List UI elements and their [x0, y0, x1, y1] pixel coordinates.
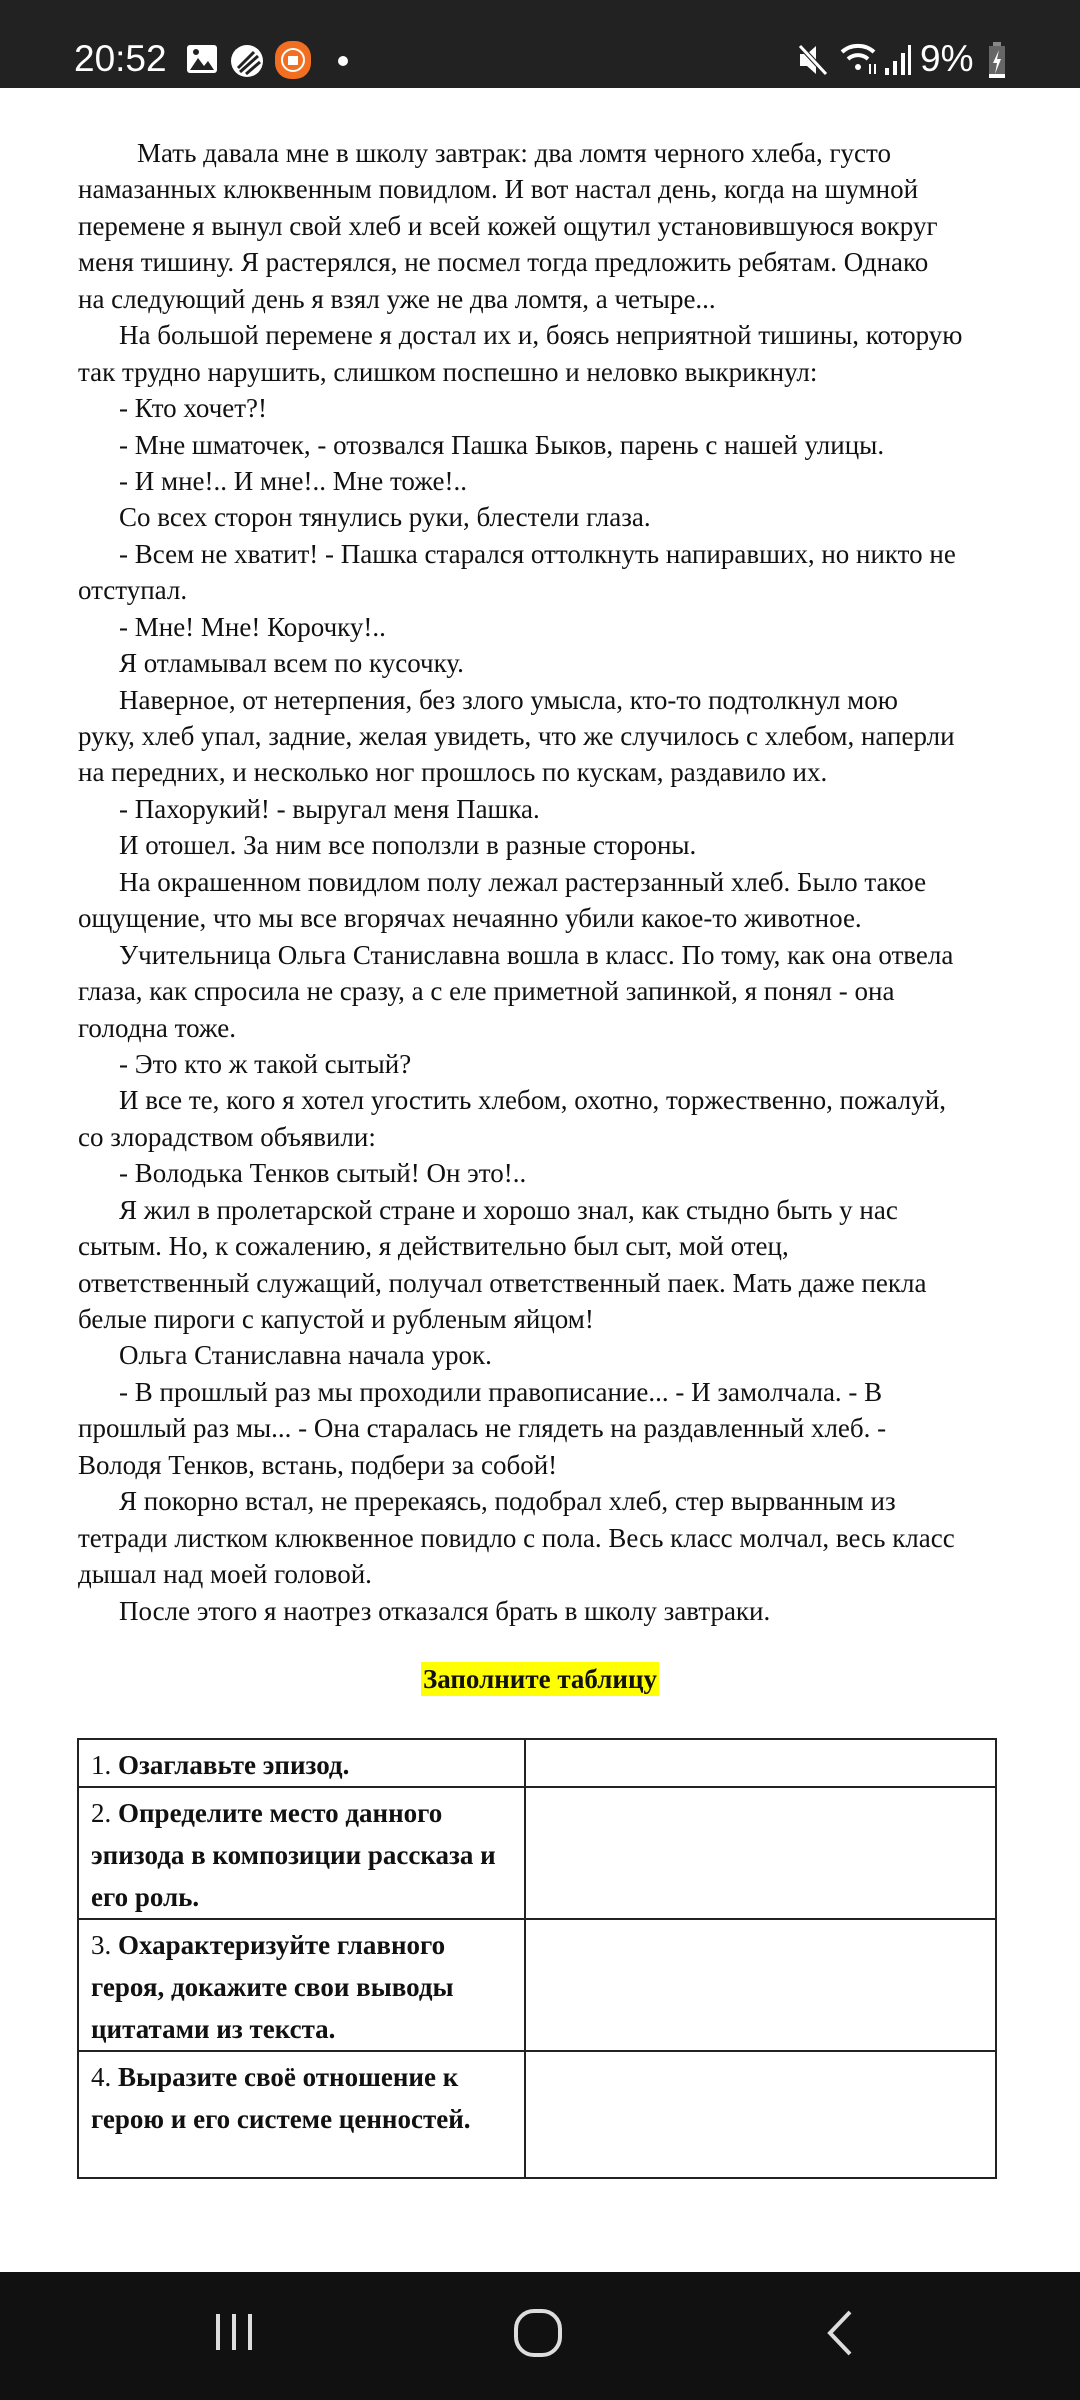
question-number: 3. — [91, 1930, 112, 1960]
story-line: И все те, кого я хотел угостить хлебом, охотно, торжественно, пожалуй, — [119, 1085, 946, 1116]
story-line: намазанных клюквенным повидлом. И вот настал день, когда на шумной — [78, 174, 919, 205]
question-number: 1. — [91, 1750, 112, 1780]
story-line: Ольга Станиславна начала урок. — [119, 1340, 492, 1371]
question-text: Определите место данного эпизода в композиции рассказа и его роль. — [91, 1798, 496, 1912]
story-line: голодна тоже. — [78, 1012, 236, 1043]
story-line: На большой перемене я достал их и, боясь неприятной тишины, которую — [119, 320, 963, 351]
question-text: Охарактеризуйте главного героя, докажите свои выводы цитатами из текста. — [91, 1930, 454, 2044]
story-text — [78, 135, 1008, 1629]
table-row — [78, 1919, 996, 2051]
question-cell — [78, 1919, 525, 2051]
story-line: Я отламывал всем по кусочку. — [119, 648, 464, 679]
story-line: Я покорно встал, не пререкаясь, подобрал хлеб, стер вырванным из — [119, 1486, 896, 1517]
story-line: сытым. Но, к сожалению, я действительно был сыт, мой отец, — [78, 1231, 789, 1262]
story-line: со злорадством объявили: — [78, 1121, 376, 1152]
story-line: - В прошлый раз мы проходили правописание... - И замолчала. - В — [119, 1376, 883, 1407]
story-line: - И мне!.. И мне!.. Мне тоже!.. — [119, 465, 467, 496]
story-line: Мать давала мне в школу завтрак: два ломтя черного хлеба, густо — [137, 138, 891, 168]
table-row — [78, 2051, 996, 2178]
task-heading-text: Заполните таблицу — [422, 1664, 658, 1694]
story-line: ответственный служащий, получал ответственный паек. Мать даже пекла — [78, 1267, 927, 1298]
question-text: Озаглавьте эпизод. — [118, 1750, 350, 1780]
more-notifications-dot-icon — [338, 56, 348, 66]
story-line: - Мне шматочек, - отозвался Пашка Быков, парень с нашей улицы. — [119, 429, 885, 460]
app-notification-icon — [230, 44, 264, 78]
answer-cell[interactable] — [525, 1739, 996, 1787]
status-time: 20:52 — [74, 38, 167, 79]
story-line: - Мне! Мне! Корочку!.. — [119, 611, 386, 642]
task-table — [77, 1738, 997, 2179]
story-line: - Кто хочет?! — [119, 393, 268, 424]
table-row — [78, 1787, 996, 1919]
answer-cell[interactable] — [525, 1787, 996, 1919]
question-number: 4. — [91, 2062, 112, 2092]
wifi-icon — [840, 40, 880, 76]
navigation-bar — [0, 2272, 1080, 2400]
question-cell — [78, 2051, 525, 2178]
story-line: дышал над моей головой. — [78, 1559, 372, 1590]
gallery-icon — [186, 44, 218, 74]
story-line: Со всех сторон тянулись руки, блестели глаза. — [119, 502, 651, 533]
question-cell — [78, 1739, 525, 1787]
home-button[interactable] — [513, 2308, 563, 2358]
question-cell — [78, 1787, 525, 1919]
back-button[interactable] — [822, 2308, 856, 2358]
story-line: ощущение, что мы все вгорячах нечаянно убили какое-то животное. — [78, 903, 862, 934]
task-heading — [0, 1664, 1080, 1695]
story-line: - Володька Тенков сытый! Он это!.. — [119, 1158, 527, 1189]
story-line: руку, хлеб упал, задние, желая увидеть, что же случилось с хлебом, наперли — [78, 721, 955, 751]
story-line: так трудно нарушить, слишком поспешно и неловко выкрикнул: — [78, 356, 818, 387]
story-line: на следующий день я взял уже не два ломтя, а четыре... — [78, 283, 716, 314]
story-line: После этого я наотрез отказался брать в школу завтраки. — [119, 1595, 771, 1626]
story-line: перемене я вынул свой хлеб и всей кожей ощутил установившуюся вокруг — [78, 210, 938, 241]
answer-cell[interactable] — [525, 1919, 996, 2051]
story-line: Наверное, от нетерпения, без злого умысла, кто-то подтолкнул мою — [119, 684, 898, 715]
story-line: отступал. — [78, 575, 188, 606]
story-line: прошлый раз мы... - Она старалась не глядеть на раздавленный хлеб. - — [78, 1413, 887, 1444]
story-line: Володя Тенков, встань, подбери за собой! — [78, 1449, 558, 1480]
story-line: И отошел. За ним все поползли в разные стороны. — [119, 830, 697, 861]
mi-app-icon — [274, 40, 312, 80]
answer-cell[interactable] — [525, 2051, 996, 2178]
story-line: Я жил в пролетарской стране и хорошо знал, как стыдно быть у нас — [119, 1194, 898, 1225]
story-line: на передних, и несколько ног прошлось по кускам, раздавило их. — [78, 757, 828, 788]
story-line: - Всем не хватит! - Пашка старался оттолкнуть напиравших, но никто не — [119, 538, 956, 569]
story-line: меня тишину. Я растерялся, не посмел тогда предложить ребятам. Однако — [78, 247, 929, 278]
story-line: На окрашенном повидлом полу лежал растерзанный хлеб. Было такое — [119, 866, 927, 897]
recent-apps-button[interactable] — [214, 2308, 256, 2356]
story-line: - Это кто ж такой сытый? — [119, 1048, 412, 1079]
question-text: Выразите своё отношение к герою и его системе ценностей. — [91, 2062, 471, 2134]
mute-icon — [796, 42, 830, 78]
signal-icon — [884, 44, 912, 76]
story-line: - Пахорукий! - выругал меня Пашка. — [119, 793, 540, 824]
story-line: тетради листком клюквенное повидло с пола. Весь класс молчал, весь класс — [78, 1522, 955, 1553]
story-line: глаза, как спросила не сразу, а с еле приметной запинкой, я понял - она — [78, 976, 895, 1007]
status-bar — [0, 0, 1080, 88]
battery-charging-icon — [988, 42, 1006, 78]
story-line: белые пироги с капустой и рубленым яйцом! — [78, 1304, 594, 1334]
question-number: 2. — [91, 1798, 112, 1828]
story-line: Учительница Ольга Станиславна вошла в класс. По тому, как она отвела — [119, 939, 954, 970]
table-row — [78, 1739, 996, 1787]
battery-percent: 9% — [920, 38, 974, 79]
